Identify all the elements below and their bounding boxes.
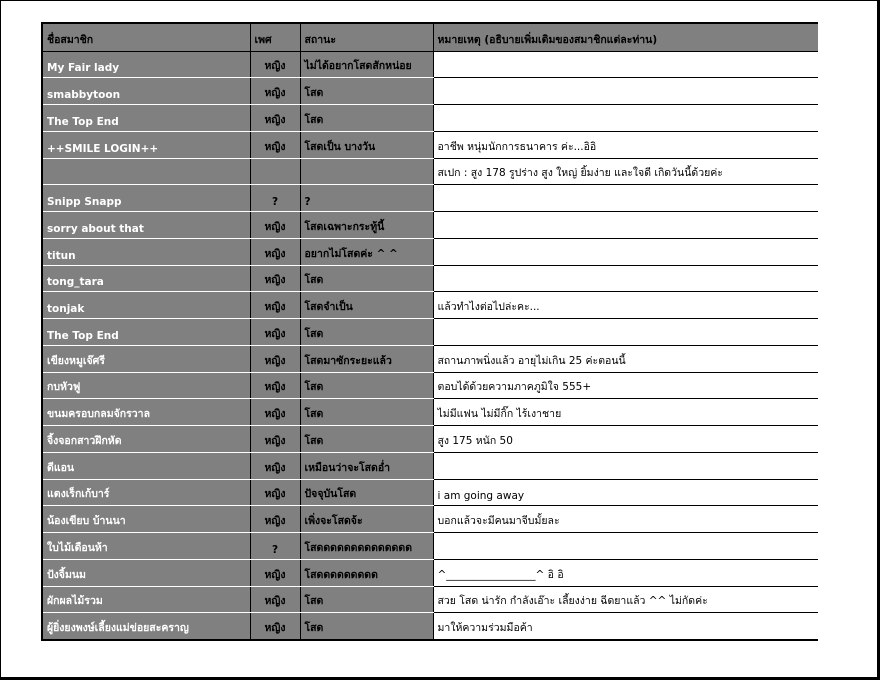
gender-cell[interactable]: หญิง bbox=[250, 212, 300, 239]
note-cell[interactable]: ตอบได้ด้วยความภาคภูมิใจ 555+ bbox=[433, 372, 818, 399]
member-table-container bbox=[41, 22, 818, 641]
gender-cell[interactable]: หญิง bbox=[250, 51, 300, 78]
table-row bbox=[43, 51, 818, 78]
status-cell[interactable]: โสด bbox=[300, 319, 433, 346]
member-name-cell[interactable]: ผู้ยิ่งยงพงษ์เลี้ยงแม่ข่อยสะคราญ bbox=[43, 613, 250, 640]
header-name: ชื่อสมาชิก bbox=[43, 24, 250, 51]
table-row bbox=[43, 105, 818, 132]
note-cell[interactable]: สวย โสด น่ารัก กำลังเอ๊าะ เลี้ยงง่าย ฉีดยาแล้ว ^^ ไม่กัดค่ะ bbox=[433, 586, 818, 613]
status-cell[interactable]: โสดเฉพาะกระทู้นี้ bbox=[300, 212, 433, 239]
gender-cell[interactable]: หญิง bbox=[250, 586, 300, 613]
note-cell[interactable] bbox=[433, 265, 818, 292]
member-name-cell[interactable]: ใบไม้เดือนห้า bbox=[43, 533, 250, 560]
note-cell[interactable] bbox=[433, 51, 818, 78]
member-name-cell[interactable]: titun bbox=[43, 238, 250, 265]
status-cell[interactable]: โสด bbox=[300, 399, 433, 426]
status-cell[interactable]: ไม่ได้อยากโสดสักหน่อย bbox=[300, 51, 433, 78]
table-row bbox=[43, 185, 818, 212]
note-cell[interactable] bbox=[433, 212, 818, 239]
member-name-cell[interactable]: tong_tara bbox=[43, 265, 250, 292]
member-name-cell[interactable]: My Fair lady bbox=[43, 51, 250, 78]
table-row bbox=[43, 158, 818, 185]
member-name-cell[interactable]: เขียงหมูเจ๊ศรี bbox=[43, 345, 250, 372]
member-name-cell[interactable]: Snipp Snapp bbox=[43, 185, 250, 212]
header-row bbox=[43, 24, 818, 51]
table-row bbox=[43, 319, 818, 346]
table-row bbox=[43, 452, 818, 479]
gender-cell[interactable]: หญิง bbox=[250, 265, 300, 292]
table-row bbox=[43, 479, 818, 506]
note-cell[interactable]: มาให้ความร่วมมือค้า bbox=[433, 613, 818, 640]
member-name-cell[interactable] bbox=[43, 158, 250, 185]
table-row bbox=[43, 426, 818, 453]
table-row bbox=[43, 399, 818, 426]
member-name-cell[interactable]: ผักผลไม้รวม bbox=[43, 586, 250, 613]
member-name-cell[interactable]: smabbytoon bbox=[43, 78, 250, 105]
note-cell[interactable] bbox=[433, 238, 818, 265]
table-row bbox=[43, 533, 818, 560]
member-name-cell[interactable]: sorry about that bbox=[43, 212, 250, 239]
table-row bbox=[43, 586, 818, 613]
status-cell[interactable]: โสด bbox=[300, 265, 433, 292]
table-row bbox=[43, 238, 818, 265]
table-row bbox=[43, 559, 818, 586]
status-cell[interactable]: โสดเป็น บางวัน bbox=[300, 131, 433, 158]
table-row bbox=[43, 78, 818, 105]
table-row bbox=[43, 372, 818, 399]
status-cell[interactable]: อยากไม่โสดค่ะ ^ ^ bbox=[300, 238, 433, 265]
gender-cell[interactable] bbox=[250, 158, 300, 185]
status-cell[interactable]: โสด bbox=[300, 586, 433, 613]
status-cell[interactable]: โสด bbox=[300, 613, 433, 640]
note-cell[interactable]: สถานภาพนิ่งแล้ว อายุไม่เกิน 25 ค่ะตอนนี้ bbox=[433, 345, 818, 372]
note-cell[interactable] bbox=[433, 105, 818, 132]
member-name-cell[interactable]: tonjak bbox=[43, 292, 250, 319]
gender-cell[interactable]: หญิง bbox=[250, 238, 300, 265]
status-cell[interactable]: โสด bbox=[300, 105, 433, 132]
gender-cell[interactable]: หญิง bbox=[250, 372, 300, 399]
table-row bbox=[43, 506, 818, 533]
gender-cell[interactable]: หญิง bbox=[250, 345, 300, 372]
member-name-cell[interactable]: น้องเขียบ บ้านนา bbox=[43, 506, 250, 533]
member-name-cell[interactable]: จิ้งจอกสาวฝึกหัด bbox=[43, 426, 250, 453]
note-cell[interactable] bbox=[433, 185, 818, 212]
note-cell[interactable] bbox=[433, 78, 818, 105]
status-cell[interactable]: โสด bbox=[300, 426, 433, 453]
header-status: สถานะ bbox=[300, 24, 433, 51]
status-cell[interactable]: เหมือนว่าจะโสดอ่ำ bbox=[300, 452, 433, 479]
gender-cell[interactable]: หญิง bbox=[250, 131, 300, 158]
note-cell[interactable]: สเปก : สูง 178 รูปร่าง สูง ใหญ่ ยิ้มง่าย และใจดี เกิดวันนี้ด้วยค่ะ bbox=[433, 158, 818, 185]
note-cell[interactable]: i am going away bbox=[433, 479, 818, 506]
note-cell[interactable]: สูง 175 หนัก 50 bbox=[433, 426, 818, 453]
member-name-cell[interactable]: ++SMILE LOGIN++ bbox=[43, 131, 250, 158]
table-row bbox=[43, 265, 818, 292]
gender-cell[interactable]: หญิง bbox=[250, 292, 300, 319]
gender-cell[interactable]: หญิง bbox=[250, 78, 300, 105]
gender-cell[interactable]: หญิง bbox=[250, 559, 300, 586]
member-name-cell[interactable]: กบหัวฟู bbox=[43, 372, 250, 399]
table-row bbox=[43, 212, 818, 239]
gender-cell[interactable]: หญิง bbox=[250, 105, 300, 132]
gender-cell[interactable]: หญิง bbox=[250, 426, 300, 453]
gender-cell[interactable]: หญิง bbox=[250, 479, 300, 506]
member-name-cell[interactable]: แตงเร็กเก้บาร์ bbox=[43, 479, 250, 506]
member-name-cell[interactable]: ดีแอน bbox=[43, 452, 250, 479]
member-name-cell[interactable]: ปังจิ้มนม bbox=[43, 559, 250, 586]
status-cell[interactable]: เพิ่งจะโสดจ้ะ bbox=[300, 506, 433, 533]
gender-cell[interactable]: หญิง bbox=[250, 399, 300, 426]
gender-cell[interactable]: หญิง bbox=[250, 613, 300, 640]
gender-cell[interactable]: หญิง bbox=[250, 452, 300, 479]
table-row bbox=[43, 613, 818, 640]
status-cell[interactable]: โสดดดดดดดดดดดดดด bbox=[300, 533, 433, 560]
member-name-cell[interactable]: ขนมครอบกลมจักรวาล bbox=[43, 399, 250, 426]
status-cell[interactable]: โสดมาซักระยะแล้ว bbox=[300, 345, 433, 372]
gender-cell[interactable]: ? bbox=[250, 185, 300, 212]
status-cell[interactable]: โสดดดดดดดดด bbox=[300, 559, 433, 586]
member-name-cell[interactable]: The Top End bbox=[43, 319, 250, 346]
member-name-cell[interactable]: The Top End bbox=[43, 105, 250, 132]
note-cell[interactable] bbox=[433, 452, 818, 479]
gender-cell[interactable]: ? bbox=[250, 533, 300, 560]
note-cell[interactable]: อาชีพ หนุ่มนักการธนาคาร ค่ะ...อิอิ bbox=[433, 131, 818, 158]
note-cell[interactable] bbox=[433, 533, 818, 560]
note-cell[interactable]: แล้วทำไงต่อไปล่ะคะ... bbox=[433, 292, 818, 319]
note-cell[interactable] bbox=[433, 319, 818, 346]
header-gender: เพศ bbox=[250, 24, 300, 51]
gender-cell[interactable]: หญิง bbox=[250, 506, 300, 533]
note-cell[interactable]: ไม่มีแฟน ไม่มีกิ๊ก ไร้เงาชาย bbox=[433, 399, 818, 426]
table-row bbox=[43, 131, 818, 158]
member-table bbox=[43, 24, 818, 641]
status-cell[interactable]: ปัจจุบันโสด bbox=[300, 479, 433, 506]
note-cell[interactable]: บอกแล้วจะมีคนมาจีบมั้ยละ bbox=[433, 506, 818, 533]
status-cell[interactable]: โสดจำเป็น bbox=[300, 292, 433, 319]
status-cell[interactable]: โสด bbox=[300, 372, 433, 399]
status-cell[interactable]: ? bbox=[300, 185, 433, 212]
table-row bbox=[43, 345, 818, 372]
status-cell[interactable] bbox=[300, 158, 433, 185]
header-note: หมายเหตุ (อธิบายเพิ่มเติมของสมาชิกแต่ละท่าน) bbox=[433, 24, 818, 51]
status-cell[interactable]: โสด bbox=[300, 78, 433, 105]
gender-cell[interactable]: หญิง bbox=[250, 319, 300, 346]
table-row bbox=[43, 292, 818, 319]
note-cell[interactable]: ^_________________^ อิ อิ bbox=[433, 559, 818, 586]
